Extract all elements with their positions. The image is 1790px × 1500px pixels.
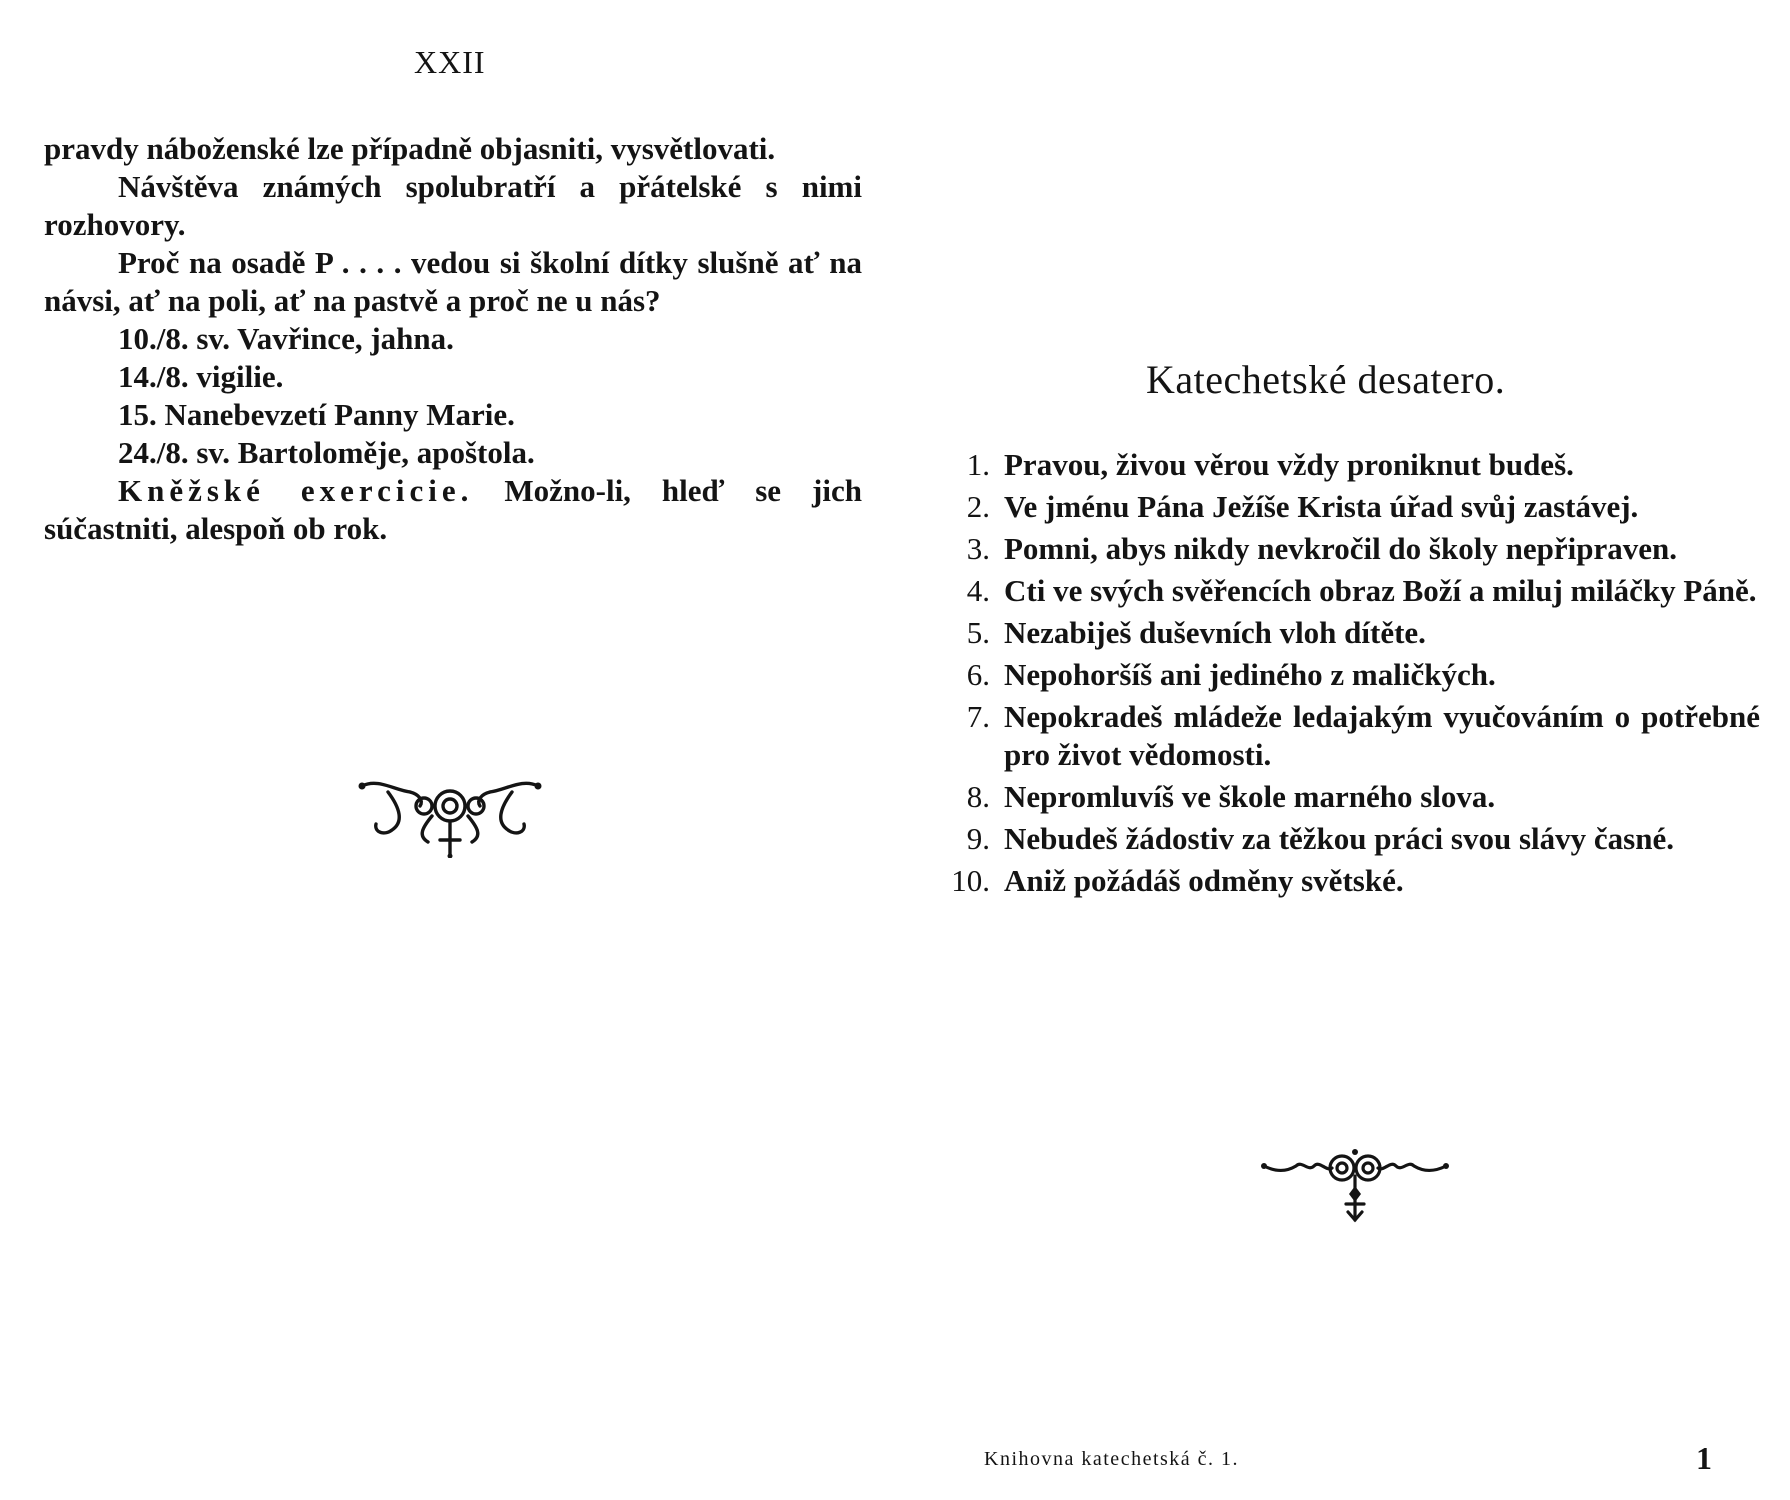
running-head: XXII xyxy=(414,44,486,80)
exercises-text: Možno-li, hleď se jich súčastniti, alespoň ob rok. xyxy=(44,473,862,546)
list-item xyxy=(928,862,1760,900)
item-text: Nezabiješ duševních vloh dítěte. xyxy=(1004,615,1426,650)
list-item xyxy=(928,488,1760,526)
paragraph-continuation: pravdy náboženské lze případně objasniti, vysvětlovati. xyxy=(44,131,776,166)
list-item xyxy=(928,698,1760,774)
ornament-scroll-icon xyxy=(1260,1146,1450,1226)
item-text: Nepokradeš mládeže ledajakým vyučováním o potřebné pro život vědomosti. xyxy=(1004,699,1760,772)
item-number: 9. xyxy=(966,821,990,856)
right-page xyxy=(900,0,1790,1500)
item-text: Ve jménu Pána Ježíše Krista úřad svůj zastávej. xyxy=(1004,489,1639,524)
list-item xyxy=(928,572,1760,610)
item-text: Aniž požádáš odměny světské. xyxy=(1004,863,1404,898)
footer-note: Knihovna katechetská č. 1. xyxy=(984,1448,1240,1470)
item-number: 8. xyxy=(966,779,990,814)
list-item xyxy=(928,820,1760,858)
feast-date: 14./8. vigilie. xyxy=(118,359,284,394)
list-item xyxy=(928,656,1760,694)
ornament-flourish-icon xyxy=(358,772,542,858)
item-text: Pravou, živou věrou vždy proniknut budeš. xyxy=(1004,447,1574,482)
feast-date: 24./8. sv. Bartoloměje, apoštola. xyxy=(118,435,535,470)
item-text: Nebudeš žádostiv za těžkou práci svou slávy časné. xyxy=(1004,821,1674,856)
item-number: 4. xyxy=(966,573,990,608)
paragraph-exercises xyxy=(44,472,862,548)
item-text: Nepromluvíš ve škole marného slova. xyxy=(1004,779,1496,814)
list-item xyxy=(928,446,1760,484)
paragraph-visit: Návštěva známých spolubratří a přátelské s nimi rozhovory. xyxy=(44,169,862,242)
item-number: 7. xyxy=(966,699,990,734)
list-item xyxy=(928,778,1760,816)
section-title: Katechetské desatero. xyxy=(1146,357,1506,402)
page-number: 1 xyxy=(1696,1440,1712,1476)
feast-date: 10./8. sv. Vavřince, jahna. xyxy=(118,321,454,356)
left-page xyxy=(0,0,880,1500)
item-number: 5. xyxy=(966,615,990,650)
list-item xyxy=(928,530,1760,568)
item-text: Cti ve svých svěřencích obraz Boží a miluj miláčky Páně. xyxy=(1004,573,1757,608)
feast-date: 15. Nanebevzetí Panny Marie. xyxy=(118,397,515,432)
item-number: 3. xyxy=(966,531,990,566)
item-number: 10. xyxy=(951,863,990,898)
item-number: 2. xyxy=(966,489,990,524)
commandment-list xyxy=(928,446,1760,904)
item-number: 6. xyxy=(966,657,990,692)
list-item xyxy=(928,614,1760,652)
item-text: Nepohoršíš ani jediného z maličkých. xyxy=(1004,657,1496,692)
item-text: Pomni, abys nikdy nevkročil do školy nepřipraven. xyxy=(1004,531,1677,566)
item-number: 1. xyxy=(966,447,990,482)
paragraph-question: Proč na osadě P . . . . vedou si školní dítky slušně ať na návsi, ať na poli, ať na pastvě a proč ne u nás? xyxy=(44,245,862,318)
exercises-heading: Kněžské exercicie. xyxy=(118,473,474,508)
left-page-text xyxy=(44,130,862,548)
